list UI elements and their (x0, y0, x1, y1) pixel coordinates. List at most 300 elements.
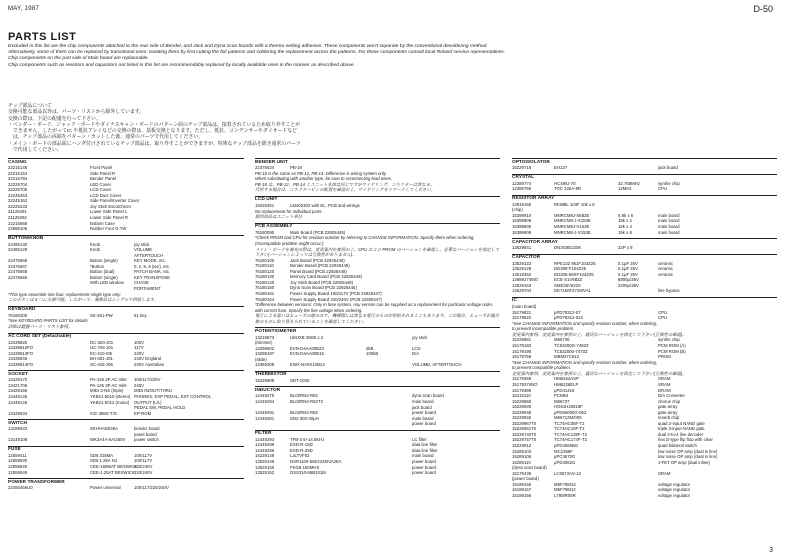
part-usage: low noise OP amp (dual in line) (658, 454, 718, 460)
part-spec: Side Panel/Inverter Cover (90, 198, 140, 204)
part-description: LC6574AS-12 (554, 470, 581, 476)
parts-row (512, 165, 777, 171)
section-heading: OPTOISOLATOR (512, 158, 777, 165)
parts-row (8, 286, 244, 292)
part-number: 15289103 (512, 448, 532, 454)
part-usage: low noise OP amp (dual in line) (658, 448, 718, 454)
part-number: 76180161 (255, 291, 275, 296)
part-description: TC74HC08F-T2 (554, 420, 585, 426)
part-spec: Bender Panel (90, 176, 117, 182)
part-number: (power board) (512, 476, 539, 482)
part-number: 13529122 (512, 260, 532, 266)
part-spec (618, 354, 658, 360)
part-spec: YKB21-5012 (mono) (90, 399, 130, 405)
part-description: μPC4570G (554, 454, 576, 460)
part-number: 15229967T0 (512, 420, 537, 426)
parts-row (8, 485, 244, 491)
section-heading: FUSE (8, 446, 244, 453)
section-heading: BUTTON/KNOB (8, 235, 244, 242)
part-description: MNRCM8-J-X153E (554, 229, 591, 235)
part-description: Panel Board (PCB 22925448) (290, 268, 347, 274)
parts-row (255, 362, 500, 368)
intro-jp-line: 交換可能な部品以外は、パーツ・リストから除外しています。 (8, 110, 145, 116)
part-usage: D/A (412, 351, 420, 357)
parts-row (8, 226, 244, 232)
note-line: 変更案内参照、変更案内を参照の上、適切なバージョンを指定して下さい(互換性の確認)。 (512, 331, 687, 337)
part-number: 12449279 (255, 393, 275, 399)
intro-jp-line: は、チップ部品の両端をパターン・カットした後、通常のパーツで代用してください。 (8, 135, 204, 141)
part-usage: bender board (134, 426, 160, 432)
section-note (512, 321, 777, 338)
note-line: 電圧による違いはヒューズの値のみで、機種間には異なる電圧のものが供給されることもあります。この場合、ヒューズが適合値のものに取り替えられていることを確認してください。 (255, 313, 500, 324)
parts-row (512, 354, 777, 360)
part-description: TC74HC174F-T2 (554, 437, 587, 443)
part-number: 13429534 (8, 410, 28, 416)
part-usage: KEY TRANSPOSE (134, 274, 171, 280)
part-spec: CEE-160MAT BESWICK (90, 464, 138, 470)
part-number: 15199156 (512, 492, 532, 498)
part-usage: PHONES, EXP PEDAL, EXT CONTROL (134, 394, 212, 400)
part-number: 13149108 (8, 437, 28, 443)
part-number: 22475656 (8, 274, 28, 280)
part-description: PB-18 (290, 165, 302, 171)
section-note (512, 360, 777, 377)
part-number: 76180200 (8, 312, 28, 318)
part-usage (134, 226, 244, 232)
intro-japanese (8, 104, 568, 154)
part-usage: PCM ROM (A) (658, 343, 686, 348)
note-line: 変更案内参照、変更案内を参照の上、適切なバージョンを指定して下さい(互換性の確認)。 (512, 370, 687, 376)
part-usage: LC filter (412, 436, 427, 442)
section-heading: RESISTOR ARRAY (512, 195, 777, 202)
part-usage: PEDAL SW, PEDAL HOLD (134, 405, 186, 411)
note-line: to prevent compatible problem. (512, 365, 571, 371)
part-number: 15229757T0 (512, 437, 537, 443)
part-number: 13529128 (512, 266, 532, 272)
part-spec: Power universal (90, 485, 121, 491)
part-spec: UC-704-J01 (90, 345, 114, 351)
part-usage: jack board (658, 165, 678, 171)
part-usage: power board (412, 410, 436, 416)
part-usage: SRAM (658, 470, 671, 476)
parts-row (8, 470, 244, 476)
part-usage: 220/240V (134, 469, 153, 475)
part-number: 13429170 (8, 377, 28, 383)
part-usage: voltage regulator (658, 487, 691, 493)
parts-row (255, 421, 500, 427)
part-description: L78MR05R (554, 492, 576, 498)
part-number: 22485129 (8, 247, 28, 253)
part-description: EWA-NA0X10B14 (290, 362, 325, 368)
part-spec (90, 286, 134, 292)
part-spec: 15k x 4 (618, 223, 632, 229)
section-heading: KEYBOARD (8, 306, 244, 313)
parts-row (512, 245, 777, 251)
section-heading: PCB ASSEMBLY (255, 223, 500, 230)
part-description: TC532000-7470Z (554, 348, 588, 354)
part-number: 22225233 (8, 203, 28, 209)
part-usage: SRAM (658, 376, 671, 382)
part-spec: DC-320-J01 (90, 339, 114, 345)
part-spec: ICE-386S-T/G (90, 410, 118, 416)
part-number: 15179369 (512, 376, 532, 382)
part-number: 15229860 (512, 398, 532, 404)
part-number: 13219873 (255, 334, 275, 340)
part-usage (658, 245, 777, 251)
parts-column-1 (8, 158, 244, 491)
part-usage: line bypass (658, 288, 680, 294)
part-description: M66736 (554, 337, 570, 343)
part-usage: 240V England (134, 356, 161, 362)
part-description: MNRCM8J-X153E (554, 223, 590, 229)
part-number: 76180140 (255, 279, 275, 285)
part-usage: 61 key (134, 312, 147, 318)
part-description: MNRCM8-J-X153E (554, 218, 591, 224)
part-number: 12449294 (255, 398, 275, 404)
part-usage: 0, 2, 5, 8 (ten), etc. (134, 263, 171, 269)
part-number: (main board) (512, 304, 537, 310)
part-number: 12449299 (255, 442, 275, 448)
part-usage (412, 378, 500, 384)
parts-row (255, 470, 500, 476)
part-spec: SKHHAD039A (90, 426, 118, 432)
part-usage: triple 3-input NAND gate (658, 426, 705, 432)
part-usage: PCM ROM (B) (658, 348, 686, 354)
intro-jp-line: チップ部品について (8, 104, 52, 109)
note-line: 詳細は鍵盤パーツ・リスト参照。 (8, 323, 73, 329)
part-usage: voltage regulator (658, 481, 691, 487)
part-spec: Side Panel R (90, 170, 116, 176)
part-number (255, 421, 290, 427)
intro-jp-line: ・メイン・ボードの部品面にハンダ付けされているチップ部品は、取り外すことができますが、特殊なチップ部品を除き通常のパーツ (8, 141, 301, 147)
part-usage: DRAM (658, 387, 671, 393)
section-note (8, 292, 244, 303)
part-description (52, 411, 90, 417)
part-description: μPD41416 (554, 387, 575, 393)
section-heading: FILTER (255, 430, 500, 437)
part-description: M5F78M12 (554, 481, 576, 487)
section-heading: CAPACITOR (512, 254, 777, 261)
part-description (52, 226, 90, 232)
intro-jp-line: 交換の際は、下記の配慮を行って下さい。 (8, 116, 101, 122)
part-spec (618, 493, 658, 499)
part-number: 13299602 (255, 345, 275, 351)
note-line: 個別部品はユニット単位 (255, 214, 303, 220)
part-number: 13529704 (512, 288, 532, 294)
part-description: M66712M/000 (554, 415, 582, 421)
page-number: 3 (769, 547, 773, 554)
part-description: DE7150F472MVA1 (554, 288, 591, 294)
part-number: 13449146 (8, 399, 28, 405)
part-description: HC49/U-70 (554, 180, 576, 186)
part-usage: power switch (134, 437, 159, 443)
part-description: Dyna Scan Board (PCB 22925446) (290, 285, 357, 291)
part-usage: power board (412, 470, 436, 476)
part-description: Jack Board (PCB 22925446) (290, 257, 345, 263)
part-description: DN3G8E220K (554, 245, 582, 251)
part-usage: dual 2-to-4 line decoder (658, 431, 704, 437)
part-number: 13519452 (512, 271, 532, 277)
part-number: 76180100 (255, 257, 275, 263)
part-number: 22215568 (8, 220, 28, 226)
parts-row (512, 230, 777, 236)
part-usage: panel board (134, 431, 157, 437)
part-spec: Knob (90, 247, 101, 253)
part-number: 13359308 (255, 362, 275, 368)
part-usage: 220/240V (134, 464, 153, 470)
part-usage: 240V (134, 382, 145, 388)
part-description: μPD78312-022 (554, 315, 583, 321)
part-number: (trimmer) (255, 340, 273, 346)
part-spec: WK3A4A-5A/250V (90, 437, 126, 443)
part-number: 22225705 (8, 187, 28, 193)
part-description: TFB-3 5+14.5KHz (290, 436, 325, 442)
part-description: RKMBL 103F 10k x 6 (554, 201, 595, 207)
section-heading: IC (512, 297, 777, 304)
part-number: 76180120 (255, 268, 275, 274)
parts-row (8, 437, 244, 443)
part-usage: main board (658, 223, 680, 229)
part-usage: synthe chip (658, 337, 680, 343)
part-number: 12559830 (8, 458, 28, 464)
part-spec: Button (dual) (90, 269, 115, 275)
parts-column-2 (255, 158, 500, 476)
part-usage: ceramic (658, 271, 674, 277)
part-spec: 2kB (366, 345, 374, 351)
part-number: 15229718 (512, 165, 532, 171)
part-spec: 100kB (366, 351, 379, 357)
part-description (52, 286, 90, 292)
section-heading: AC CORD SET (Detachable) (8, 333, 244, 340)
part-description: μPD65005G-062 (554, 409, 587, 415)
section-heading: SOCKET (8, 370, 244, 377)
part-usage: main board (412, 398, 434, 404)
part-number: 22565105 (8, 226, 28, 232)
part-usage: PORTAMENT (134, 286, 161, 292)
note-line: No replacement for individual parts. (255, 208, 323, 214)
part-usage: quad bilateral switch (658, 442, 697, 448)
part-usage: CPU (658, 186, 668, 192)
part-usage: MIDI IN/OUT/THRU (134, 388, 172, 394)
part-spec: 6.8k x 8 (618, 212, 634, 218)
part-number: 15179822 (512, 315, 532, 321)
part-spec (366, 362, 412, 368)
part-description: DD306-68XF104Z25 (554, 271, 594, 277)
note-line: *See CHANGE INFORMATION and specify revision number, when ordering, (512, 320, 658, 326)
part-number: 13439813FO (8, 350, 34, 356)
part-description (52, 362, 90, 368)
part-number: 22215153 (8, 170, 28, 176)
part-usage: J-FET OP amp (dual inline) (658, 459, 710, 465)
part-usage: 100V (134, 339, 145, 345)
part-spec: LED Cover (90, 181, 112, 187)
part-spec (618, 165, 658, 171)
part-number: 15199156 (512, 481, 532, 487)
part-spec (618, 288, 658, 294)
part-number: 15399910 (512, 212, 532, 218)
part-number: 15179183 (512, 343, 532, 348)
part-number: 15179821 (512, 309, 532, 315)
part-description: TC74HC10F-T2 (554, 426, 585, 432)
part-usage: PATCH BANK, etc. (134, 269, 171, 275)
part-description (52, 437, 90, 443)
part-usage: AFTERTOUCH (134, 252, 164, 258)
part-usage: ceramic (658, 266, 674, 272)
part-description (52, 470, 90, 476)
part-usage: CPU (658, 309, 668, 315)
part-number: 22225704 (8, 181, 28, 187)
note-line: to prevent incompatible problem. (512, 326, 575, 332)
part-number: 22215146 (8, 165, 28, 171)
part-number: 22375624 (255, 165, 275, 171)
part-spec: CEE-1.25AT BESWICK (90, 469, 135, 475)
part-number: 15229949 (512, 404, 532, 410)
part-usage: 240V Australian (134, 361, 165, 367)
part-spec: 0.1μF 25V (618, 260, 638, 266)
parts-row (255, 165, 500, 171)
part-usage: 100/117/220V (134, 377, 161, 383)
part-number: 13299187 (255, 351, 275, 357)
part-usage: 220V (134, 350, 145, 356)
part-number: 15229948 (512, 409, 532, 415)
part-description: SME35V8220 (554, 282, 581, 288)
part-description: HM6264ASP (554, 376, 579, 382)
part-number: 12559411 (8, 452, 27, 458)
part-description: MC2356F (554, 448, 573, 454)
part-spec: Rubber Foot G-7W (90, 226, 127, 232)
parts-row (255, 378, 500, 384)
part-spec: With LED window (90, 280, 124, 286)
part-usage: 100/117/220/240V (134, 485, 169, 491)
part-description: M5F79M12 (554, 487, 576, 493)
part-spec: PA-126 2P AC Inlet (90, 377, 127, 383)
part-usage: gate array (658, 404, 678, 410)
part-number: 15179758 (512, 354, 532, 360)
part-number: 22215784 (8, 176, 28, 182)
part-number: 15229740T0 (512, 431, 537, 437)
section-heading: POWER TRANSFORMER (8, 478, 244, 485)
part-description: HM6226ELP (554, 381, 579, 387)
part-number: 13439825 (8, 339, 28, 345)
part-number: 12559549 (8, 469, 28, 475)
part-number: 15219110 (512, 393, 531, 399)
part-spec: 32.768MHz (618, 180, 640, 186)
note-line: 代用する場合は、コネクターピンの配置を確認の上、ワイヤリングをリワークしてください。 (255, 187, 436, 193)
part-number: 21125291 (8, 209, 27, 215)
part-number: 76180130 (255, 274, 275, 280)
part-description: LJLTVF02 (290, 453, 310, 459)
part-number: 15229908 (255, 377, 275, 383)
part-number: 22475669 (8, 258, 28, 264)
part-number: 12559540 (8, 464, 28, 470)
part-spec: SC-415-J06 (90, 361, 113, 367)
part-spec: Lower Side Panel R (90, 214, 128, 220)
part-number: 12449296 (255, 447, 275, 453)
part-number: 15289106 (512, 454, 532, 460)
part-description: μPD78312-07 (554, 309, 581, 315)
part-spec: SK-361-PW (90, 312, 113, 318)
part-number: 76180110 (255, 263, 274, 269)
section-heading: INDUCTOR (255, 386, 500, 393)
part-number: 15229961T0 (512, 426, 537, 432)
note-line: *See KEYBOARD PARTS LIST for details. (8, 318, 89, 324)
part-usage: chorus chip (658, 398, 680, 404)
part-description: DSS310-55B101M (290, 470, 326, 476)
part-description: μPD4066BG (554, 442, 579, 448)
parts-row (512, 493, 777, 499)
intro-paragraph: Alternatively, some of them can be replaced by transitional ones: isolating them by first cutting the foil patterns and soldering the replacement across the patterns. For these components consult local Roland service representatives. (8, 50, 506, 56)
part-usage: PROM (658, 354, 671, 360)
part-usage: main board (658, 229, 680, 235)
part-number: 12389774 (512, 180, 532, 186)
section-heading: SWITCH (8, 419, 244, 426)
part-number: 13439812FO (8, 345, 34, 351)
part-usage: voltage regulator (658, 492, 691, 498)
part-number: 13439814FO (8, 361, 34, 367)
part-number: 22485130 (8, 241, 28, 247)
note-line: *See CHANGE INFORMATION and specify revision number, when ordering, (512, 359, 658, 365)
part-description: HG61H25818F (554, 404, 583, 410)
part-usage: 100/117V (134, 458, 153, 464)
part-number: 13189633 (8, 426, 28, 432)
part-description: Joy Stick Board (PCB 22925448) (290, 279, 354, 285)
part-spec: 2200μ/35V (618, 282, 639, 288)
part-usage: main board (412, 453, 434, 459)
part-number: 13629163 (512, 282, 532, 288)
part-spec: Lower Side Panel L (90, 209, 128, 215)
part-usage: D/A Converter (658, 393, 685, 399)
part-number: 15179195 (512, 348, 532, 354)
part-spec: Joy Stick Escutcheon (90, 203, 131, 209)
part-number: 13449145 (8, 394, 28, 400)
intro-jp-line: で代用してください。 (8, 148, 62, 154)
header-model: D-50 (753, 4, 773, 14)
part-description (52, 485, 90, 491)
part-spec (366, 203, 412, 209)
part-number: 22245463 (8, 192, 28, 198)
part-description: DSR1100-56E222MVA2EA (290, 458, 342, 464)
part-description: SDT-1000 (290, 377, 310, 383)
part-spec (366, 421, 412, 427)
part-number: 15289110 (512, 459, 531, 465)
section-heading: THERMISTOR (255, 371, 500, 378)
part-number: 76180090 (255, 229, 275, 235)
part-number: 22475668 (8, 269, 28, 275)
part-usage: OUTPUT (L/L) (134, 399, 162, 405)
part-usage: joy stick (134, 241, 150, 247)
part-usage: EP-ROM (134, 410, 152, 416)
part-number: 13439846 (8, 356, 28, 362)
part-description: ESD-R-25D (290, 447, 313, 453)
part-number: 12389765 (512, 186, 532, 192)
part-usage: data line filter (412, 447, 438, 453)
part-description: ECE-S1V682Z (554, 277, 583, 283)
part-usage: hex D-type flip flop with clear (658, 437, 713, 443)
part-number (8, 286, 52, 292)
intro-english (8, 44, 548, 69)
section-note (255, 171, 500, 193)
part-usage: synthe chip (658, 180, 680, 186)
part-spec (366, 378, 412, 384)
part-spec: MIDI 3-NS (triple) (90, 388, 124, 394)
part-number: 13421706 (8, 382, 28, 388)
part-description: SN2-300-30μH (290, 415, 319, 421)
part-spec: BH-301-J01 (90, 356, 113, 362)
part-usage: VOLUME (134, 247, 153, 253)
section-heading: BENDER UNIT (255, 158, 500, 165)
part-spec: 12MHz (618, 186, 632, 192)
part-spec: 0.1μF 25V (618, 266, 638, 272)
